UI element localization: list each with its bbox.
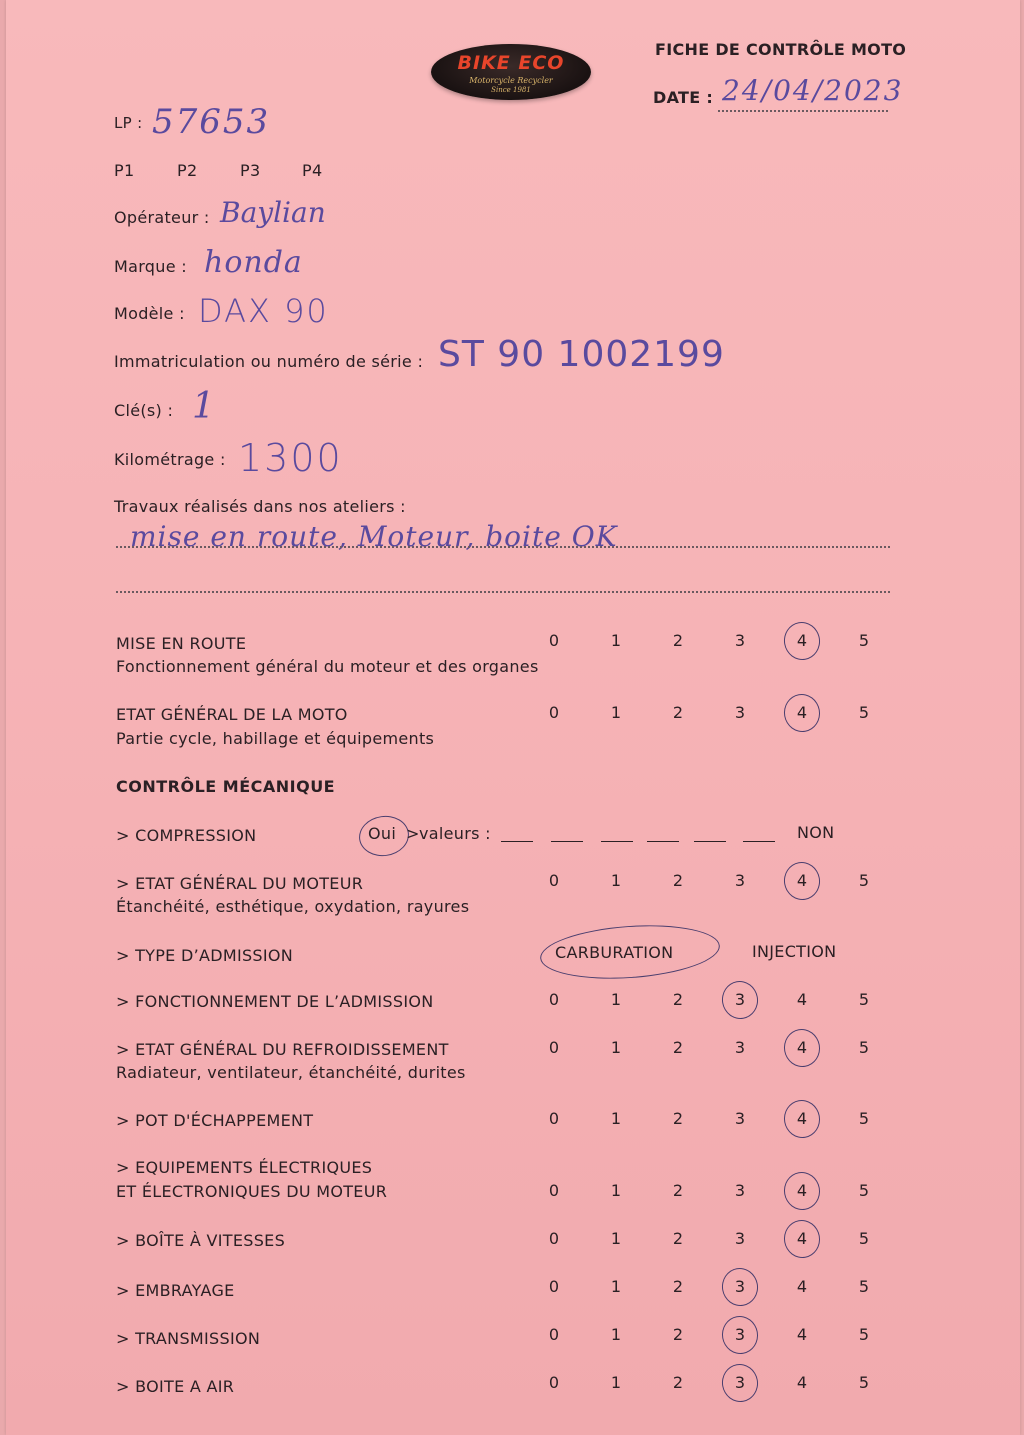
lp-label: LP : <box>114 114 143 132</box>
etat-moteur-scale-value-2: 2 <box>672 871 684 890</box>
position-p4: P4 <box>302 161 323 180</box>
mise-en-route-scale-value-0: 0 <box>548 631 560 650</box>
operator-value: Baylian <box>220 196 326 229</box>
etat-moteur-scale-value-1: 1 <box>610 871 622 890</box>
refroidissement-scale-value-4: 4 <box>796 1038 808 1057</box>
transmission-scale-value-1: 1 <box>610 1325 622 1344</box>
keys-value: 1 <box>192 386 217 427</box>
etat-moteur-scale-value-5: 5 <box>858 871 870 890</box>
boite-air-scale-value-5: 5 <box>858 1373 870 1392</box>
embrayage-scale-value-1: 1 <box>610 1277 622 1296</box>
fonctionnement-admission-scale-value-1: 1 <box>610 990 622 1009</box>
mise-en-route-scale-value-4: 4 <box>796 631 808 650</box>
embrayage-scale-value-0: 0 <box>548 1277 560 1296</box>
etat-moto-title: ETAT GÉNÉRAL DE LA MOTO <box>116 705 348 724</box>
boite-air-scale-value-4: 4 <box>796 1373 808 1392</box>
refroidissement-title: > ETAT GÉNÉRAL DU REFROIDISSEMENT <box>116 1040 449 1059</box>
logo-brand: BIKE ECO <box>457 52 565 74</box>
etat-moto-scale-value-4: 4 <box>796 703 808 722</box>
refroidissement-scale-value-2: 2 <box>672 1038 684 1057</box>
compression-blank-1 <box>501 841 533 842</box>
compression-valeurs-label: valeurs : <box>419 824 491 843</box>
fonctionnement-admission-scale-value-2: 2 <box>672 990 684 1009</box>
fonctionnement-admission-scale <box>544 990 884 1012</box>
mise-en-route-scale-value-1: 1 <box>610 631 622 650</box>
refroidissement-scale-value-0: 0 <box>548 1038 560 1057</box>
embrayage-scale-selected-circle <box>719 1265 761 1309</box>
compression-blank-5 <box>694 841 726 842</box>
etat-moteur-title: > ETAT GÉNÉRAL DU MOTEUR <box>116 874 364 893</box>
date-dotted-line <box>718 110 888 112</box>
electrique-scale-value-3: 3 <box>734 1181 746 1200</box>
mise-en-route-scale <box>544 631 884 653</box>
type-admission-carburation: CARBURATION <box>555 943 674 962</box>
compression-blank-2 <box>551 841 583 842</box>
fonctionnement-admission-scale-value-5: 5 <box>858 990 870 1009</box>
boite-vitesses-scale-value-0: 0 <box>548 1229 560 1248</box>
fonctionnement-admission-scale-value-0: 0 <box>548 990 560 1009</box>
compression-blank-6 <box>743 841 775 842</box>
compression-blank-3 <box>601 841 633 842</box>
pot-scale-value-2: 2 <box>672 1109 684 1128</box>
embrayage-scale-value-2: 2 <box>672 1277 684 1296</box>
etat-moto-scale-value-1: 1 <box>610 703 622 722</box>
date-value: 24/04/2023 <box>722 74 904 107</box>
mise-en-route-title: MISE EN ROUTE <box>116 634 247 653</box>
etat-moteur-scale <box>544 871 884 893</box>
etat-moto-scale-value-5: 5 <box>858 703 870 722</box>
operator-label: Opérateur : <box>114 208 210 227</box>
etat-moteur-scale-value-0: 0 <box>548 871 560 890</box>
embrayage-scale-value-3: 3 <box>734 1277 746 1296</box>
refroidissement-scale-selected-circle <box>781 1026 823 1070</box>
boite-vitesses-label: > BOÎTE À VITESSES <box>116 1231 286 1250</box>
transmission-scale-value-3: 3 <box>734 1325 746 1344</box>
pot-scale <box>544 1109 884 1131</box>
etat-moto-scale-value-0: 0 <box>548 703 560 722</box>
etat-moteur-scale-value-3: 3 <box>734 871 746 890</box>
logo-since: Since 1981 <box>491 86 531 94</box>
embrayage-scale-value-5: 5 <box>858 1277 870 1296</box>
boite-air-label: > BOITE A AIR <box>116 1377 235 1396</box>
etat-moteur-subtitle: Étanchéité, esthétique, oxydation, rayures <box>116 897 470 916</box>
transmission-scale-value-4: 4 <box>796 1325 808 1344</box>
pot-scale-value-3: 3 <box>734 1109 746 1128</box>
transmission-scale <box>544 1325 884 1347</box>
electrique-scale-value-0: 0 <box>548 1181 560 1200</box>
pot-scale-value-1: 1 <box>610 1109 622 1128</box>
transmission-scale-value-2: 2 <box>672 1325 684 1344</box>
pot-scale-value-0: 0 <box>548 1109 560 1128</box>
position-p3: P3 <box>240 161 261 180</box>
registration-label: Immatriculation ou numéro de série : <box>114 352 424 371</box>
date-label: DATE : <box>653 88 714 107</box>
compression-oui-circle <box>356 813 411 860</box>
fonctionnement-admission-scale-selected-circle <box>719 978 761 1022</box>
pot-scale-value-4: 4 <box>796 1109 808 1128</box>
fonctionnement-admission-scale-value-4: 4 <box>796 990 808 1009</box>
mise-en-route-scale-selected-circle <box>781 619 823 663</box>
etat-moto-scale-value-2: 2 <box>672 703 684 722</box>
model-value: DAX 90 <box>198 292 329 330</box>
type-admission-injection: INJECTION <box>752 942 837 961</box>
electrique-scale-value-4: 4 <box>796 1181 808 1200</box>
pot-label: > POT D'ÉCHAPPEMENT <box>116 1111 314 1130</box>
fonctionnement-admission-label: > FONCTIONNEMENT DE L’ADMISSION <box>116 992 434 1011</box>
compression-oui: Oui <box>368 824 397 843</box>
position-p2: P2 <box>177 161 198 180</box>
transmission-scale-selected-circle <box>719 1313 761 1357</box>
position-p1: P1 <box>114 161 135 180</box>
transmission-scale-value-5: 5 <box>858 1325 870 1344</box>
boite-air-scale-value-1: 1 <box>610 1373 622 1392</box>
refroidissement-scale-value-3: 3 <box>734 1038 746 1057</box>
electrique-scale-selected-circle <box>781 1169 823 1213</box>
etat-moto-scale <box>544 703 884 725</box>
boite-air-scale-value-3: 3 <box>734 1373 746 1392</box>
mileage-value: 1300 <box>238 436 343 480</box>
embrayage-label: > EMBRAYAGE <box>116 1281 235 1300</box>
model-label: Modèle : <box>114 304 185 323</box>
electrique-scale <box>544 1181 884 1203</box>
pot-scale-value-5: 5 <box>858 1109 870 1128</box>
electrique-scale-value-2: 2 <box>672 1181 684 1200</box>
electrique-line1: > EQUIPEMENTS ÉLECTRIQUES <box>116 1158 373 1177</box>
compression-label: > COMPRESSION <box>116 826 257 845</box>
refroidissement-subtitle: Radiateur, ventilateur, étanchéité, durites <box>116 1063 466 1082</box>
logo-tagline: Motorcycle Recycler <box>469 76 553 85</box>
controle-mecanique-title: CONTRÔLE MÉCANIQUE <box>116 777 336 796</box>
etat-moteur-scale-value-4: 4 <box>796 871 808 890</box>
works-line-1 <box>116 546 890 548</box>
mise-en-route-scale-value-2: 2 <box>672 631 684 650</box>
boite-vitesses-scale-value-1: 1 <box>610 1229 622 1248</box>
works-line-2 <box>116 591 890 593</box>
boite-vitesses-scale-value-2: 2 <box>672 1229 684 1248</box>
etat-moteur-scale-selected-circle <box>781 859 823 903</box>
etat-moto-subtitle: Partie cycle, habillage et équipements <box>116 729 435 748</box>
carburation-circle <box>538 920 721 984</box>
mileage-label: Kilométrage : <box>114 450 226 469</box>
form-title: FICHE DE CONTRÔLE MOTO <box>655 40 907 59</box>
brand-logo <box>431 44 591 100</box>
brand-value: honda <box>204 245 303 280</box>
compression-non: NON <box>797 823 835 842</box>
electrique-scale-value-5: 5 <box>858 1181 870 1200</box>
brand-label: Marque : <box>114 257 187 276</box>
boite-air-scale <box>544 1373 884 1395</box>
boite-vitesses-scale-value-5: 5 <box>858 1229 870 1248</box>
type-admission-label: > TYPE D’ADMISSION <box>116 946 294 965</box>
mise-en-route-scale-value-5: 5 <box>858 631 870 650</box>
refroidissement-scale <box>544 1038 884 1060</box>
boite-vitesses-scale-value-4: 4 <box>796 1229 808 1248</box>
mise-en-route-scale-value-3: 3 <box>734 631 746 650</box>
refroidissement-scale-value-1: 1 <box>610 1038 622 1057</box>
embrayage-scale <box>544 1277 884 1299</box>
electrique-scale-value-1: 1 <box>610 1181 622 1200</box>
compression-blank-4 <box>647 841 679 842</box>
boite-vitesses-scale-value-3: 3 <box>734 1229 746 1248</box>
boite-vitesses-scale-selected-circle <box>781 1217 823 1261</box>
pot-scale-selected-circle <box>781 1097 823 1141</box>
keys-label: Clé(s) : <box>114 401 174 420</box>
fonctionnement-admission-scale-value-3: 3 <box>734 990 746 1009</box>
boite-air-scale-selected-circle <box>719 1361 761 1405</box>
compression-arrow: > <box>406 824 420 843</box>
electrique-line2: ET ÉLECTRONIQUES DU MOTEUR <box>116 1182 388 1201</box>
boite-air-scale-value-2: 2 <box>672 1373 684 1392</box>
embrayage-scale-value-4: 4 <box>796 1277 808 1296</box>
etat-moto-scale-value-3: 3 <box>734 703 746 722</box>
mise-en-route-subtitle: Fonctionnement général du moteur et des organes <box>116 657 539 676</box>
lp-value: 57653 <box>152 102 271 142</box>
boite-air-scale-value-0: 0 <box>548 1373 560 1392</box>
refroidissement-scale-value-5: 5 <box>858 1038 870 1057</box>
etat-moto-scale-selected-circle <box>781 691 823 735</box>
registration-value: ST 90 1002199 <box>438 334 725 375</box>
form-sheet <box>6 0 1020 1435</box>
transmission-label: > TRANSMISSION <box>116 1329 261 1348</box>
works-value: mise en route, Moteur, boite OK <box>130 520 618 553</box>
transmission-scale-value-0: 0 <box>548 1325 560 1344</box>
works-label: Travaux réalisés dans nos ateliers : <box>114 497 406 516</box>
boite-vitesses-scale <box>544 1229 884 1251</box>
